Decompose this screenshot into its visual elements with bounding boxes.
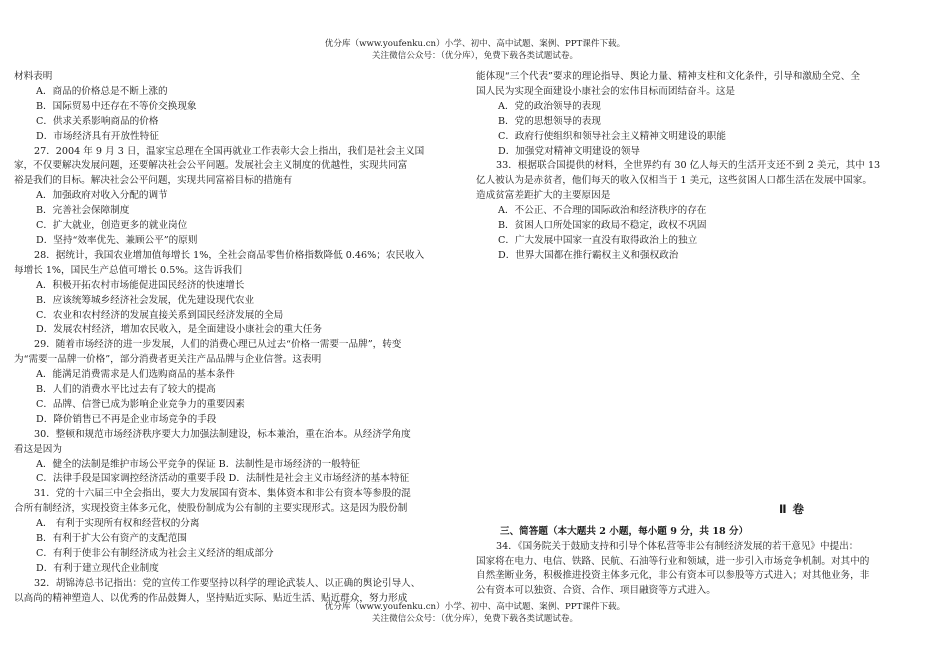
question-stem: 27．2004 年 9 月 3 日，温家宝总理在全国再就业工作表彰大会上指出，我们是社会主义国	[34, 145, 425, 157]
answer-option: D．降价销售已不再是企业市场竞争的手段	[36, 413, 217, 425]
question-34-line: 自然垄断业务，积极推进投资主体多元化，非公有资本可以参股等方式进入；对其他业务，非	[476, 570, 870, 582]
answer-option: A．党的政治领导的表现	[498, 100, 601, 112]
header-line-2: 关注微信公众号：（优分库），免费下载各类试题试卷。	[371, 51, 579, 61]
text-line: 国人民为实现全面建设小康社会的宏伟目标而团结奋斗。这是	[476, 85, 736, 97]
section-title: 三、简答题（本大题共 2 小题，每小题 9 分，共 18 分）	[500, 525, 749, 537]
text-line: 家，不仅要解决发展问题，还要解决社会公平问题。发展社会主义制度的优越性，实现共同富	[14, 160, 408, 172]
question-34-line: 公有资本可以独资、合资、合作、项目融资等方式进入。	[476, 585, 716, 597]
answer-option: A． 有利于实现所有权和经营权的分离	[36, 518, 200, 530]
footer-line-2: 关注微信公众号：（优分库），免费下载各类试题试卷。	[371, 614, 579, 624]
text-line: 为“需要一品牌一价格”，部分消费者更关注产品品牌与企业信誉。这表明	[14, 354, 322, 366]
text-line: 材料表明	[14, 71, 53, 82]
answer-option: A．商品的价格总是不断上涨的	[36, 85, 168, 97]
page-footer	[0, 601, 950, 625]
answer-option: C．有利于使非公有制经济成为社会主义经济的组成部分	[36, 548, 274, 559]
answer-option: D．市场经济具有开放性特征	[36, 130, 159, 142]
question-34-line: 34．《国务院关于鼓励支持和引导个体私营等非公有制经济发展的若干意见》中提出：	[496, 540, 859, 552]
volume-title: Ⅱ 卷	[778, 501, 806, 516]
question-34	[476, 540, 908, 600]
right-column-questions	[476, 70, 908, 264]
left-column	[14, 70, 446, 607]
answer-option: C．广大发展中国家一直没有取得政治上的独立	[498, 234, 698, 246]
answer-option: D．有利于建立现代企业制度	[36, 562, 159, 574]
answer-option: B．贫困人口所处国家的政局不稳定，政权不巩固	[498, 220, 707, 232]
question-stem: 31．党的十六届三中全会指出，要大力发展国有资本、集体资本和非公有资本等参股的混	[34, 488, 411, 500]
question-stem: 33．根据联合国提供的材料，全世界约有 30 亿人每天的生活开支还不到 2 美元，其中 13	[496, 160, 881, 172]
answer-option: C．农业和农村经济的发展直接关系到国民经济发展的全局	[36, 309, 284, 321]
answer-option: A．加强政府对收入分配的调节	[36, 190, 168, 202]
text-line: 看这是因为	[14, 443, 62, 455]
answer-option: B．人们的消费水平比过去有了较大的提高	[36, 384, 216, 396]
answer-option: C．供求关系影响商品的价格	[36, 115, 159, 127]
text-line: 合所有制经济，实现投资主体多元化，使股份制成为公有制的主要实现形式。这是因为股份制	[14, 503, 408, 515]
answer-option: C．品牌、信誉已成为影响企业竞争力的重要因素	[36, 398, 245, 410]
text-line: 裕是我们的目标。解决社会公平问题，实现共同富裕目标的措施有	[14, 175, 293, 187]
answer-option: D．世界大国都在推行霸权主义和强权政治	[498, 249, 679, 261]
answer-option: B．国际贸易中还存在不等价交换现象	[36, 100, 197, 112]
answer-option: A．能满足消费需求是人们选购商品的基本条件	[36, 369, 235, 381]
text-line: 亿人被认为是赤贫者，他们每天的收入仅相当于 1 美元，这些贫困人口都生活在发展中国家。	[476, 175, 872, 187]
page-header	[0, 38, 950, 62]
answer-option: A．不公正、不合理的国际政治和经济秩序的存在	[498, 205, 707, 217]
answer-option: C．政府行使组织和领导社会主义精神文明建设的职能	[498, 130, 726, 142]
answer-option: A．积极开拓农村市场能促进国民经济的快速增长	[36, 279, 245, 291]
question-stem: 32．胡锦涛总书记指出：党的宣传工作要坚持以科学的理论武装人、以正确的舆论引导人、	[34, 577, 421, 589]
answer-option: B．完善社会保障制度	[36, 205, 130, 217]
answer-option: B．有利于扩大公有资产的支配范围	[36, 533, 187, 545]
answer-option: C．法律手段是国家调控经济活动的重要手段 D．法制性是社会主义市场经济的基本特征	[36, 473, 410, 485]
text-line: 造成贫富差距扩大的主要原因是	[476, 190, 611, 202]
question-stem: 30．整顿和规范市场经济秩序要大力加强法制建设，标本兼治，重在治本。从经济学角度	[34, 428, 411, 440]
answer-option: D．发展农村经济，增加农民收入，是全面建设小康社会的重大任务	[36, 324, 322, 336]
answer-option: D．加强党对精神文明建设的领导	[498, 145, 641, 157]
question-stem: 29．随着市场经济的进一步发展，人们的消费心理已从过去“价格一需要一品牌”，转变	[34, 339, 402, 351]
text-line: 能体现“三个代表”要求的理论指导、舆论力量、精神支柱和文化条件，引导和激励全党、全	[476, 71, 860, 82]
answer-option: B．应该统筹城乡经济社会发展，优先建设现代农业	[36, 294, 255, 306]
question-34-line: 国家将在电力、电信、铁路、民航、石油等行业和领域，进一步引入市场竞争机制。对其中的	[476, 555, 870, 567]
right-column	[476, 70, 908, 599]
text-line: 以高尚的精神塑造人、以优秀的作品鼓舞人，坚持贴近实际、贴近生活、贴近群众，努力形成	[14, 592, 408, 604]
header-line-1: 优分库（www.youfenku.cn）小学、初中、高中试题、案例、PPT课件下载。	[324, 39, 626, 49]
footer-line-1: 优分库（www.youfenku.cn）小学、初中、高中试题、案例、PPT课件下载。	[324, 602, 626, 612]
question-stem: 28．据统计，我国农业增加值每增长 1%，全社会商品零售价格指数降低 0.46%；农民收入	[34, 249, 425, 261]
answer-option: B．党的思想领导的表现	[498, 115, 601, 127]
answer-option: D．坚持“效率优先、兼顾公平”的原则	[36, 234, 198, 246]
text-line: 每增长 1%，国民生产总值可增长 0.5%。这告诉我们	[14, 264, 242, 276]
answer-option: C．扩大就业，创造更多的就业岗位	[36, 220, 188, 232]
answer-option: A．健全的法制是维护市场公平竞争的保证 B．法制性是市场经济的一般特征	[36, 458, 361, 470]
